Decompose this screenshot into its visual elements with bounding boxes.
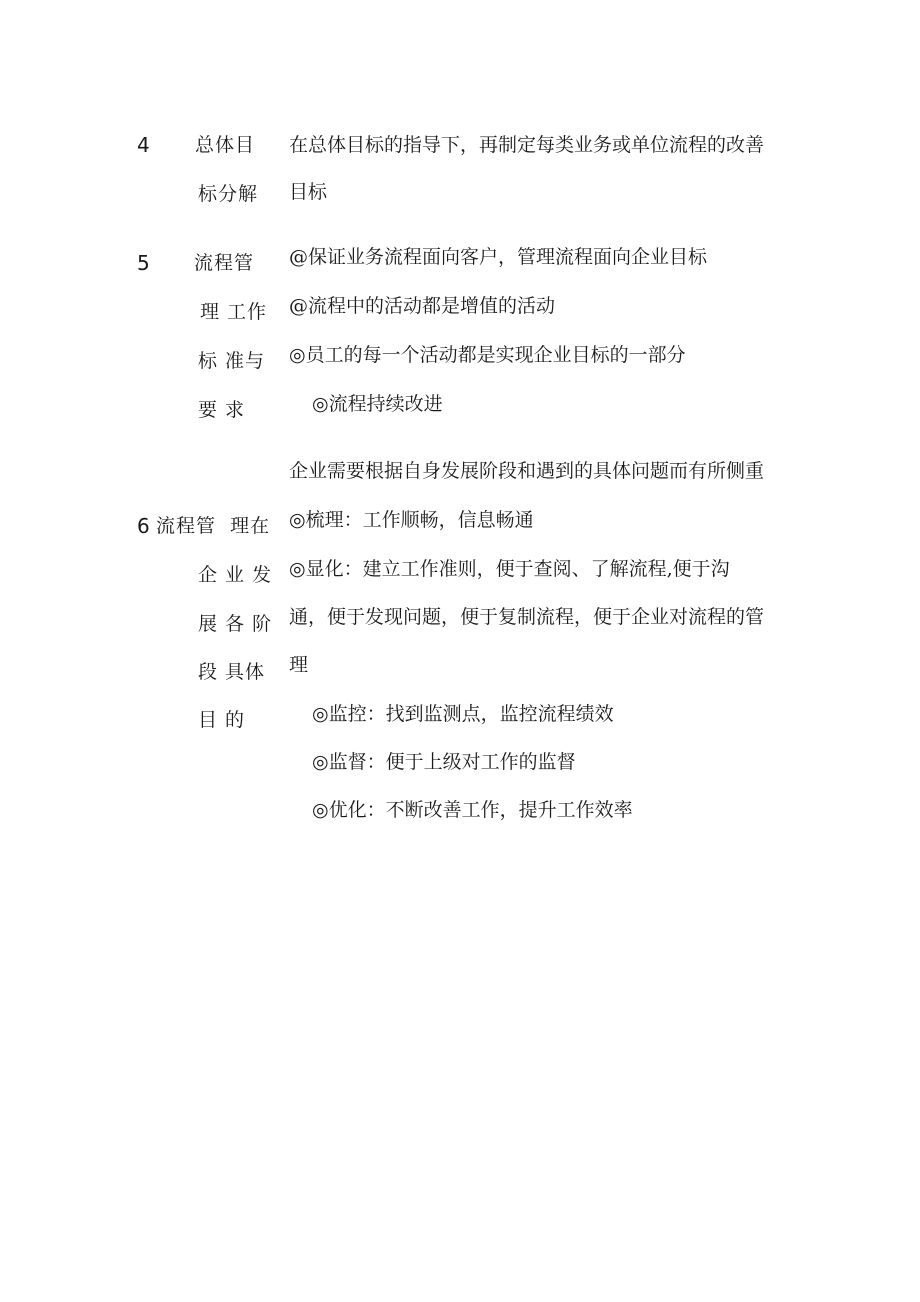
row-content-line: @流程中的活动都是增值的活动 bbox=[289, 295, 556, 317]
row-content-line: ◎监督：便于上级对工作的监督 bbox=[312, 751, 576, 773]
row-label-line: 流程管 理在 bbox=[156, 515, 271, 537]
row-content-line: ◎显化：建立工作准则，便于查阅、了解流程,便于沟 bbox=[289, 558, 730, 580]
row-label-line: 标 准与 bbox=[198, 350, 266, 372]
row-content-line: ◎流程持续改进 bbox=[312, 393, 443, 415]
row-content-line: @保证业务流程面向客户，管理流程面向企业目标 bbox=[289, 246, 708, 268]
row-label-line: 企 业 发 bbox=[198, 564, 273, 586]
row-label-line: 要 求 bbox=[198, 399, 246, 421]
row-label-line: 目 的 bbox=[198, 709, 246, 731]
row-label-line: 标分解 bbox=[198, 183, 259, 205]
row-content-line: 目标 bbox=[289, 181, 328, 203]
row-label-line: 流程管 bbox=[194, 252, 255, 274]
row-content-line: ◎监控：找到监测点，监控流程绩效 bbox=[312, 703, 614, 725]
row-content-line: 通，便于发现问题，便于复制流程，便于企业对流程的管 bbox=[289, 606, 765, 628]
row-label-line: 段 具体 bbox=[198, 661, 266, 683]
row-label-line: 总体目 bbox=[195, 134, 256, 156]
row-label-line: 展 各 阶 bbox=[198, 613, 273, 635]
row-number: 4 bbox=[137, 133, 150, 157]
row-label-line: 理 工作 bbox=[200, 301, 268, 323]
row-content-line: ◎优化：不断改善工作，提升工作效率 bbox=[312, 799, 633, 821]
row-content-line: ◎梳理：工作顺畅，信息畅通 bbox=[289, 509, 534, 531]
row-number: 5 bbox=[137, 251, 150, 275]
row-content-line: 企业需要根据自身发展阶段和遇到的具体问题而有所侧重 bbox=[289, 460, 765, 482]
row-content-line: 理 bbox=[289, 654, 309, 676]
row-content-line: 在总体目标的指导下，再制定每类业务或单位流程的改善 bbox=[289, 134, 765, 156]
row-number: 6 bbox=[137, 514, 150, 538]
row-content-line: ◎员工的每一个活动都是实现企业目标的一部分 bbox=[289, 344, 686, 366]
